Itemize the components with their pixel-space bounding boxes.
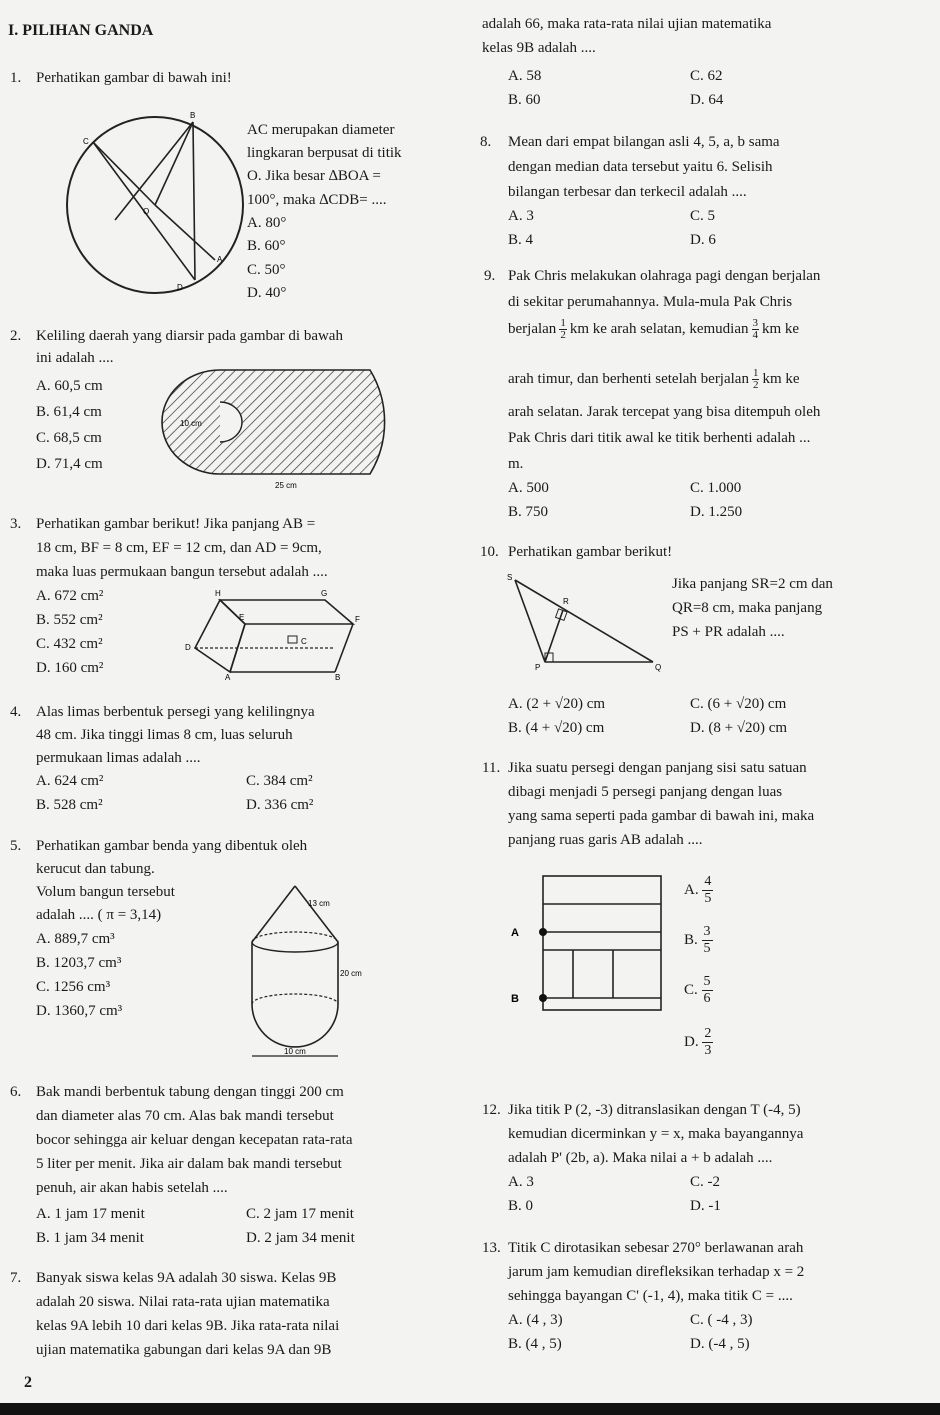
q9-stem-2: di sekitar perumahannya. Mula-mula Pak Chris [508, 294, 793, 310]
q13-stem-3: sehingga bayangan C' (-1, 4), maka titik C = .... [508, 1288, 793, 1304]
q10-label-p: P [535, 663, 541, 672]
q3-option-a[interactable]: A. 672 cm² [36, 588, 104, 604]
q12-option-c[interactable]: C. -2 [690, 1174, 720, 1190]
q5-number: 5. [10, 838, 22, 854]
q1-option-d[interactable]: D. 40° [247, 285, 287, 301]
q1-desc-4: 100°, maka ∆CDB= .... [247, 192, 387, 208]
q4-option-c[interactable]: C. 384 cm² [246, 773, 313, 789]
q9-number: 9. [484, 268, 496, 284]
q7-stem-4: ujian matematika gabungan dari kelas 9A dan 9B [36, 1342, 332, 1358]
q9-stem-1: Pak Chris melakukan olahraga pagi dengan berjalan [508, 268, 821, 284]
q5-label-cone: 13 cm [308, 899, 330, 908]
q1-desc-1: AC merupakan diameter [247, 122, 395, 138]
q9-option-b[interactable]: B. 750 [508, 504, 549, 520]
q13-option-c[interactable]: C. ( -4 , 3) [690, 1312, 753, 1328]
q7-option-b[interactable]: B. 60 [508, 92, 541, 108]
q5-stem-3: Volum bangun tersebut [36, 884, 175, 900]
q10-number: 10. [480, 544, 499, 560]
q3-label-b: B [335, 673, 341, 682]
q13-option-d[interactable]: D. (-4 , 5) [690, 1336, 750, 1352]
q7-option-c[interactable]: C. 62 [690, 68, 723, 84]
q9-fraction-3: $\frac{1}{2}$ [752, 367, 759, 391]
q2-stem-2: ini adalah .... [36, 350, 114, 366]
page-number: 2 [24, 1374, 32, 1391]
q12-option-b[interactable]: B. 0 [508, 1198, 534, 1214]
q8-number: 8. [480, 134, 492, 150]
q12-stem-3: adalah P' (2b, a). Maka nilai a + b adalah .... [508, 1150, 773, 1166]
q11-label-a: A [511, 927, 519, 939]
bottom-edge-bar [0, 1403, 940, 1415]
q9-option-a[interactable]: A. 500 [508, 480, 549, 496]
q13-option-b[interactable]: B. (4 , 5) [508, 1336, 562, 1352]
q1-label-o: O [143, 207, 150, 216]
q3-label-a: A [225, 673, 231, 682]
q3-stem-1: Perhatikan gambar berikut! Jika panjang AB = [36, 516, 316, 532]
q3-label-f: F [355, 615, 360, 624]
q1-option-a[interactable]: A. 80° [247, 215, 287, 231]
q9-text-a: berjalan [508, 320, 557, 337]
q8-stem-2: dengan median data tersebut yaitu 6. Selisih [508, 159, 773, 175]
q2-label-width: 25 cm [275, 481, 297, 490]
q12-option-a[interactable]: A. 3 [508, 1174, 534, 1190]
q5-label-diameter: 10 cm [284, 1047, 306, 1056]
q10-option-b[interactable]: B. (4 + √20) cm [508, 720, 605, 736]
q11-stem-1: Jika suatu persegi dengan panjang sisi satu satuan [508, 760, 807, 776]
q1-label-c: C [83, 137, 89, 146]
q12-stem-1: Jika titik P (2, -3) ditranslasikan dengan T (-4, 5) [508, 1102, 801, 1118]
q7-option-a[interactable]: A. 58 [508, 68, 542, 84]
q9-stem-5: arah selatan. Jarak tercepat yang bisa ditempuh oleh [508, 404, 821, 420]
q11-stem-3: yang sama seperti pada gambar di bawah ini, maka [508, 808, 815, 824]
q3-prism-figure [175, 588, 365, 680]
q2-option-d[interactable]: D. 71,4 cm [36, 456, 103, 472]
q5-label-cylinder: 20 cm [340, 969, 362, 978]
q9-option-c[interactable]: C. 1.000 [690, 480, 742, 496]
q10-option-a[interactable]: A. (2 + √20) cm [508, 696, 606, 712]
q9-text-d: arah timur, dan berhenti setelah berjalan [508, 370, 749, 387]
q11-stem-2: dibagi menjadi 5 persegi panjang dengan luas [508, 784, 783, 800]
q2-label-height: 10 cm [180, 419, 202, 428]
q4-stem-3: permukaan limas adalah .... [36, 750, 201, 766]
q10-label-r: R [563, 597, 569, 606]
q11-square-figure [505, 868, 665, 1018]
q2-shaded-figure [160, 366, 440, 496]
q11-option-a[interactable]: A. $\frac{4}{5}$ [684, 874, 712, 906]
q8-stem-1: Mean dari empat bilangan asli 4, 5, a, b sama [508, 134, 780, 150]
q12-number: 12. [482, 1102, 501, 1118]
q8-option-a[interactable]: A. 3 [508, 208, 534, 224]
q9-text-c: km ke [762, 320, 800, 337]
q4-stem-2: 48 cm. Jika tinggi limas 8 cm, luas seluruh [36, 727, 293, 743]
q4-option-b[interactable]: B. 528 cm² [36, 797, 103, 813]
q11-option-b[interactable]: B. $\frac{3}{5}$ [684, 924, 711, 956]
q7-cont-1: adalah 66, maka rata-rata nilai ujian matematika [482, 16, 772, 32]
q6-stem-5: penuh, air akan habis setelah .... [36, 1180, 228, 1196]
q1-number: 1. [10, 70, 22, 86]
q13-number: 13. [482, 1240, 501, 1256]
q10-option-d[interactable]: D. (8 + √20) cm [690, 720, 788, 736]
q6-number: 6. [10, 1084, 22, 1100]
q1-label-a: A [217, 255, 223, 264]
q3-label-c: C [301, 637, 307, 646]
q11-label-b: B [511, 993, 519, 1005]
q6-stem-3: bocor sehingga air keluar dengan kecepatan rata-rata [36, 1132, 353, 1148]
q5-solid-figure [240, 878, 360, 1064]
q6-option-b[interactable]: B. 1 jam 34 menit [36, 1230, 144, 1246]
q13-option-a[interactable]: A. (4 , 3) [508, 1312, 563, 1328]
q2-option-a[interactable]: A. 60,5 cm [36, 378, 103, 394]
q7-stem-2: adalah 20 siswa. Nilai rata-rata ujian matematika [36, 1294, 330, 1310]
q5-stem-1: Perhatikan gambar benda yang dibentuk oleh [36, 838, 308, 854]
q1-label-b: B [190, 111, 196, 120]
q3-option-b[interactable]: B. 552 cm² [36, 612, 103, 628]
q10-label-s: S [507, 573, 513, 582]
q9-stem-6: Pak Chris dari titik awal ke titik berhenti adalah ... [508, 430, 811, 446]
q1-option-c[interactable]: C. 50° [247, 262, 286, 278]
q11-option-d[interactable]: D. $\frac{2}{3}$ [684, 1026, 712, 1058]
q6-option-c[interactable]: C. 2 jam 17 menit [246, 1206, 354, 1222]
q9-fraction-1: $\frac{1}{2}$ [560, 317, 566, 341]
q6-stem-4: 5 liter per menit. Jika air dalam bak mandi tersebut [36, 1156, 342, 1172]
q10-triangle-figure [505, 572, 665, 678]
q4-option-a[interactable]: A. 624 cm² [36, 773, 104, 789]
q2-option-b[interactable]: B. 61,4 cm [36, 404, 102, 420]
q3-label-g: G [321, 589, 328, 598]
q7-option-d[interactable]: D. 64 [690, 92, 724, 108]
q4-number: 4. [10, 704, 22, 720]
q6-option-a[interactable]: A. 1 jam 17 menit [36, 1206, 145, 1222]
q8-option-b[interactable]: B. 4 [508, 232, 534, 248]
q1-stem: Perhatikan gambar di bawah ini! [36, 70, 232, 86]
q9-option-d[interactable]: D. 1.250 [690, 504, 743, 520]
q10-label-q: Q [655, 663, 662, 672]
q7-cont-2: kelas 9B adalah .... [482, 40, 596, 56]
q5-option-d[interactable]: D. 1360,7 cm³ [36, 1003, 123, 1019]
q10-option-c[interactable]: C. (6 + √20) cm [690, 696, 787, 712]
q1-option-b[interactable]: B. 60° [247, 238, 286, 254]
q9-text-e: km ke [762, 370, 800, 387]
q9-stem-7: m. [508, 456, 524, 472]
q1-label-d: D [177, 283, 183, 292]
q7-stem-3: kelas 9A lebih 10 dari kelas 9B. Jika rata-rata nilai [36, 1318, 340, 1334]
q3-option-c[interactable]: C. 432 cm² [36, 636, 103, 652]
q3-label-h: H [215, 589, 221, 598]
q3-stem-3: maka luas permukaan bangun tersebut adalah .... [36, 564, 328, 580]
q3-label-e: E [239, 613, 245, 622]
q3-option-d[interactable]: D. 160 cm² [36, 660, 104, 676]
q7-stem-1: Banyak siswa kelas 9A adalah 30 siswa. Kelas 9B [36, 1270, 337, 1286]
q5-stem-4: adalah .... ( π = 3,14) [36, 907, 162, 923]
q13-stem-2: jarum jam kemudian direfleksikan terhadap x = 2 [508, 1264, 805, 1280]
q2-stem-1: Keliling daerah yang diarsir pada gambar di bawah [36, 328, 343, 344]
q9-fraction-2: $\frac{3}{4}$ [752, 317, 758, 341]
q1-desc-3: O. Jika besar ∆BOA = [247, 168, 381, 184]
q13-stem-1: Titik C dirotasikan sebesar 270° berlawanan arah [508, 1240, 804, 1256]
q7-number: 7. [10, 1270, 22, 1286]
q9-text-b: km ke arah selatan, kemudian [569, 320, 749, 337]
q1-desc-2: lingkaran berpusat di titik [247, 145, 402, 161]
q3-number: 3. [10, 516, 22, 532]
section-title: I. PILIHAN GANDA [8, 22, 154, 39]
q10-desc-1: Jika panjang SR=2 cm dan [672, 576, 833, 592]
q11-number: 11. [482, 760, 501, 776]
q9-stem-4 [508, 368, 800, 391]
q3-stem-2: 18 cm, BF = 8 cm, EF = 12 cm, dan AD = 9cm, [36, 540, 322, 556]
q8-option-c[interactable]: C. 5 [690, 208, 716, 224]
q10-stem: Perhatikan gambar berikut! [508, 544, 673, 560]
q10-desc-3: PS + PR adalah .... [672, 624, 785, 640]
q1-circle-figure [65, 110, 245, 300]
q5-option-b[interactable]: B. 1203,7 cm³ [36, 955, 122, 971]
q2-number: 2. [10, 328, 22, 344]
q6-stem-1: Bak mandi berbentuk tabung dengan tinggi 200 cm [36, 1084, 344, 1100]
q5-option-c[interactable]: C. 1256 cm³ [36, 979, 111, 995]
q3-label-d: D [185, 643, 191, 652]
q11-stem-4: panjang ruas garis AB adalah .... [508, 832, 703, 848]
q4-stem-1: Alas limas berbentuk persegi yang kelilingnya [36, 704, 315, 720]
q2-option-c[interactable]: C. 68,5 cm [36, 430, 102, 446]
q6-option-d[interactable]: D. 2 jam 34 menit [246, 1230, 355, 1246]
q12-option-d[interactable]: D. -1 [690, 1198, 721, 1214]
q6-stem-2: dan diameter alas 70 cm. Alas bak mandi tersebut [36, 1108, 334, 1124]
q12-stem-2: kemudian dicerminkan y = x, maka bayangannya [508, 1126, 804, 1142]
q11-option-c[interactable]: C. $\frac{5}{6}$ [684, 974, 711, 1006]
q5-stem-2: kerucut dan tabung. [36, 861, 155, 877]
q8-stem-3: bilangan terbesar dan terkecil adalah .... [508, 184, 747, 200]
q9-stem-3 [508, 318, 799, 341]
q4-option-d[interactable]: D. 336 cm² [246, 797, 314, 813]
q8-option-d[interactable]: D. 6 [690, 232, 716, 248]
q10-desc-2: QR=8 cm, maka panjang [672, 600, 823, 616]
q5-option-a[interactable]: A. 889,7 cm³ [36, 931, 115, 947]
